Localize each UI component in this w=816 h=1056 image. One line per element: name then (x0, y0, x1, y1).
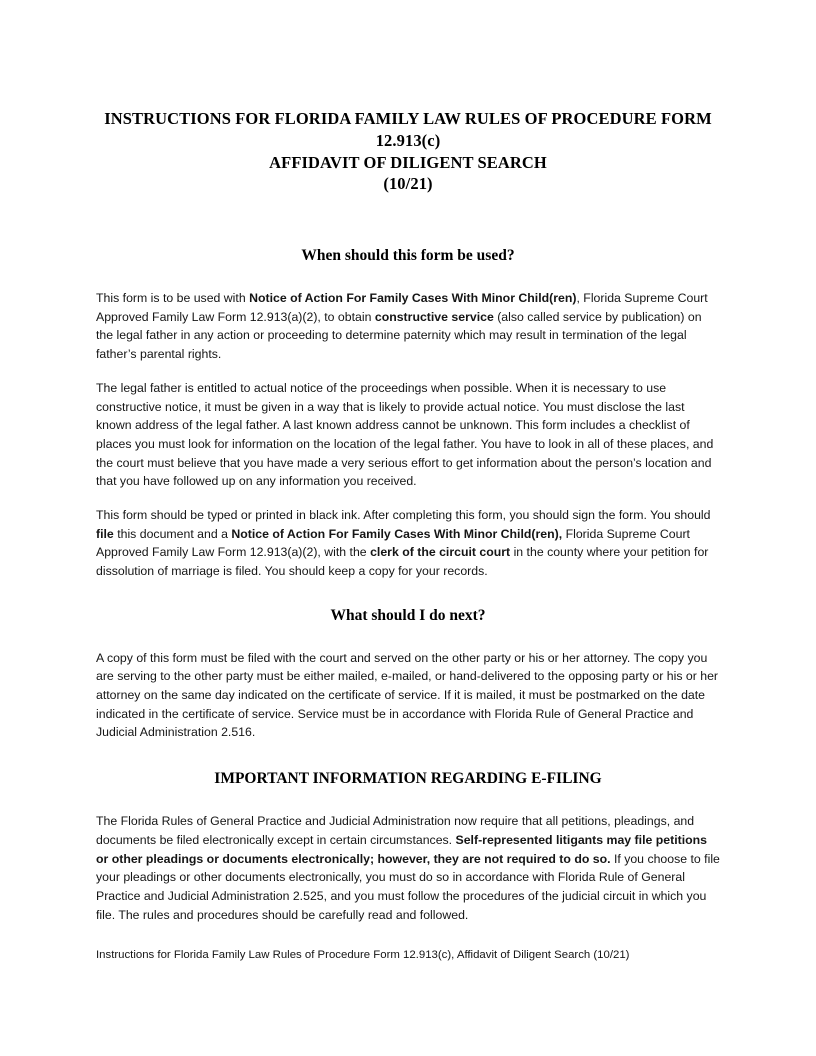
page-title (96, 108, 720, 195)
bold-file: file (96, 526, 114, 541)
text-segment: Florida Supreme Court Approved Family Law Form 12.913(a)(2), with the (96, 526, 690, 560)
title-line-4: (10/21) (383, 174, 433, 194)
text-segment: (also called service by publication) on the legal father in any action or proceeding to determine paternity which may result in termination of the legal father’s parental rights. (96, 309, 702, 362)
bold-clerk-of-circuit-court: clerk of the circuit court (370, 545, 511, 560)
text-segment: This form should be typed or printed in black ink. After completing this form, you should sign the form. You should (96, 507, 711, 522)
text-segment: this document and a (113, 526, 232, 541)
paragraph-service-of-copy: A copy of this form must be filed with the court and served on the other party or his or her attorney. The copy you are serving to the other party must be either mailed, e-mailed, or hand-delivered to the opposing party or his or her attorney on the same day indicated on the certificate of service. If it is mailed, it must be postmarked on the date indicated in the certificate of service. Service must be in accordance with Florida Rule of General Practice and Judicial Administration 2.516. (96, 650, 719, 740)
bold-self-represented-litigants: Self-represented litigants may file petitions or other pleadings or documents electronically; however, they are not required to do so. (96, 832, 707, 866)
paragraph-filing-instructions (96, 506, 720, 581)
title-line-3: AFFIDAVIT OF DILIGENT SEARCH (269, 152, 547, 172)
bold-constructive-service: constructive service (374, 309, 494, 324)
text-segment: in the county where your petition for dissolution of marriage is filed. You should keep a copy for your records. (96, 545, 709, 578)
paragraph-form-usage (96, 289, 720, 364)
bold-notice-of-action-2: Notice of Action For Family Cases With Minor Child(ren), (231, 526, 563, 541)
text-segment: This form is to be used with (96, 291, 250, 306)
heading-what-should-i-do-next: What should I do next? (330, 606, 486, 624)
text-segment: If you choose to file your pleadings or other documents electronically, you must do so in accordance with Florida Rule of General Practice and Judicial Administration 2.525, and you must follow the procedures of the judicial circuit in which you file. The rules and procedures should be carefully read and followed. (96, 851, 720, 922)
title-line-2: 12.913(c) (375, 130, 441, 150)
bold-notice-of-action: Notice of Action For Family Cases With Minor Child(ren) (249, 291, 577, 306)
text-segment: , Florida Supreme Court Approved Family Law Form 12.913(a)(2), to obtain (96, 291, 708, 324)
text-segment: The Florida Rules of General Practice and Judicial Administration now require that all petitions, pleadings, and documents be filed electronically except in certain circumstances. (96, 814, 695, 847)
title-line-1: INSTRUCTIONS FOR FLORIDA FAMILY LAW RULES OF PROCEDURE FORM (104, 109, 712, 128)
paragraph-actual-notice: The legal father is entitled to actual notice of the proceedings when possible. When it is necessary to use constructive notice, it must be given in a way that is likely to provide actual notice. You must disclose the last known address of the legal father. A last known address cannot be unknown. This form includes a checklist of places you must look for information on the location of the legal father. You have to look in all of these places, and the court must believe that you have made a very serious effort to get information about the person’s location and that you have followed up on any information you received. (96, 380, 714, 489)
page-footer: Instructions for Florida Family Law Rules of Procedure Form 12.913(c), Affidavit of Diligent Search (10/21) (96, 949, 630, 961)
heading-important-information-regarding-e-filing: IMPORTANT INFORMATION REGARDING E-FILING (214, 770, 602, 788)
paragraph-efiling-rules (96, 812, 720, 924)
heading-when-should-this-form-be-used: When should this form be used? (301, 247, 515, 265)
